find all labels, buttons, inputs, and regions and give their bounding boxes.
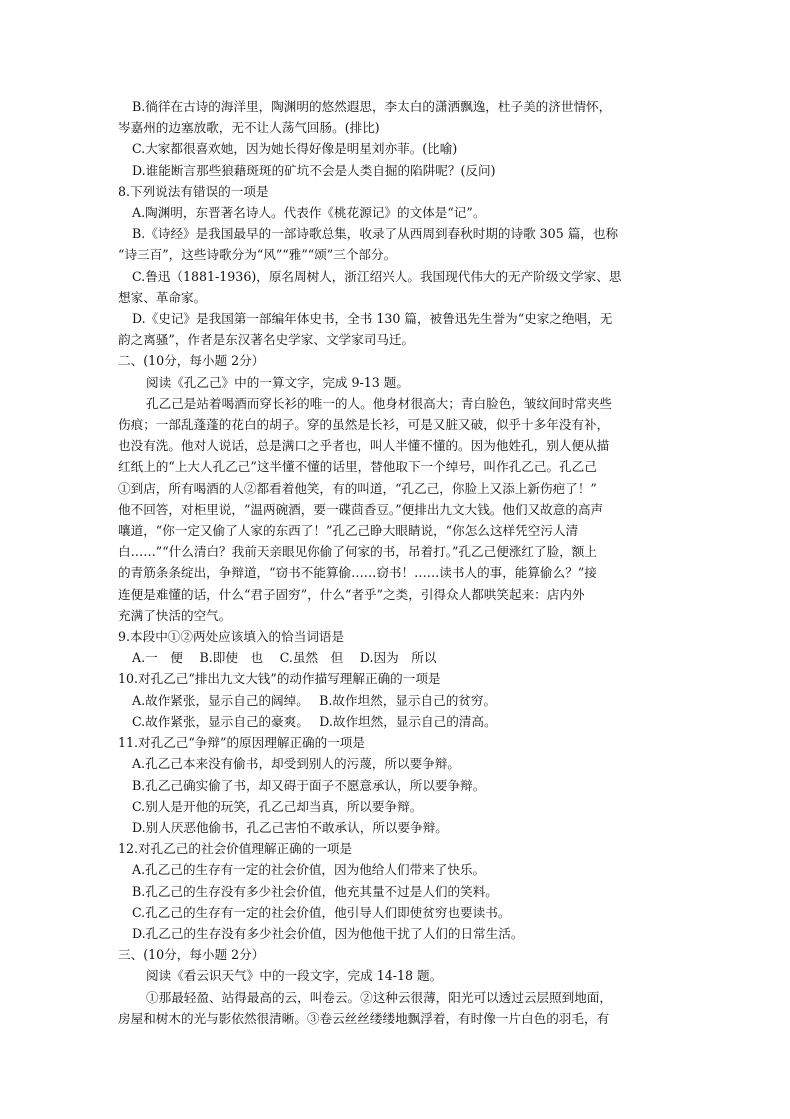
text-line: 11.对孔乙己“争辩”的原因理解正确的一项是 xyxy=(118,735,365,751)
text-line: 充满了快活的空气。 xyxy=(118,607,232,623)
text-line: B.孔乙己确实偷了书，却又碍于面子不愿意承认，所以要争辩。 xyxy=(132,777,486,793)
text-line: 韵之离骚”，作者是东汉著名史学家、文学家司马迁。 xyxy=(118,332,415,348)
text-line: C.故作紧张，显示自己的豪爽。 D.故作坦然，显示自己的清高。 xyxy=(132,713,497,729)
text-line: 8.下列说法有错误的一项是 xyxy=(118,183,269,199)
text-line: C.鲁迅（1881-1936)，原名周树人，浙江绍兴人。我国现代伟大的无产阶级文学家、思 xyxy=(132,268,622,284)
text-line: 阅读《孔乙己》中的一算文字，完成 9-13 题。 xyxy=(146,374,409,390)
text-line: 9.本段中①②两处应该填入的恰当词语是 xyxy=(118,629,345,645)
text-line: A.故作紧张，显示自己的阔绰。 B.故作坦然，显示自己的贫穷。 xyxy=(132,692,497,708)
text-line: A.孔乙己的生存有一定的社会价值，因为他给人们带来了快乐。 xyxy=(132,862,486,878)
text-line: D.谁能断言那些狼藉斑斑的矿坑不会是人类自掘的陷阱呢？(反问) xyxy=(132,162,496,178)
text-line: B.《诗经》是我国最早的一部诗歌总集，收录了从西周到春秋时期的诗歌 305 篇，也称 xyxy=(132,226,619,242)
text-line: 红纸上的“上大人孔乙己”这半懂不懂的话里，替他取下一个绰号，叫作孔乙己。孔乙己 xyxy=(118,459,597,475)
text-line: 二、(10分，每小题 2分） xyxy=(118,353,265,369)
text-line: 10.对孔乙己“排出九文大钱”的动作描写理解正确的一项是 xyxy=(118,671,441,687)
text-line: B.孔乙己的生存没有多少社会价值，他充其量不过是人们的笑料。 xyxy=(132,883,498,899)
text-line: 12.对孔乙己的社会价值理解正确的一项是 xyxy=(118,841,353,857)
text-line: 也没有洗。他对人说话，总是满口之乎者也，叫人半懂不懂的。因为他姓孔，别人便从描 xyxy=(118,438,610,454)
text-line: 白……”“什么清白？我前天亲眼见你偷了何家的书，吊着打。”孔乙己便涨红了脸，额上 xyxy=(118,544,597,560)
text-line: A.陶渊明，东晋著名诗人。代表作《桃花源记》的文体是“记”。 xyxy=(132,205,486,221)
text-line: D.别人厌恶他偷书，孔乙己害怕不敢承认，所以要争辩。 xyxy=(132,819,448,835)
text-line: ①那最轻盈、站得最高的云，叫卷云。②这种云很薄，阳光可以透过云层照到地面， xyxy=(146,989,612,1005)
text-line: A.孔乙己本来没有偷书，却受到别人的污蔑，所以要争辩。 xyxy=(132,756,460,772)
text-line: 伤痕；一部乱蓬蓬的花白的胡子。穿的虽然是长衫，可是又脏又破，似乎十多年没有补， xyxy=(118,417,610,433)
text-line: C.孔乙己的生存有一定的社会价值，他引导人们即使贫穷也要读书。 xyxy=(132,904,511,920)
text-line: C.大家都很喜欢她，因为她长得好像是明星刘亦菲。(比喻) xyxy=(132,141,458,157)
text-line: 阅读《看云识天气》中的一段文字，完成 14-18 题。 xyxy=(146,968,443,984)
text-line: D.《史记》是我国第一部编年体史书，全书 130 篇，被鲁迅先生誉为“史家之绝唱，无 xyxy=(132,311,613,327)
text-line: 房屋和树木的光与影依然很清晰。③卷云丝丝缕缕地飘浮着，有时像一片白色的羽毛，有 xyxy=(118,1010,610,1026)
document-body xyxy=(118,96,674,1029)
text-line: “诗三百”，这些诗歌分为“风”“雅”“颂”三个部分。 xyxy=(118,247,397,263)
text-line: B.徜徉在古诗的海洋里，陶渊明的悠然遐思，李太白的潇洒飘逸，杜子美的济世情怀， xyxy=(132,99,612,114)
text-line: 嚷道，“你一定又偷了人家的东西了！”孔乙己睁大眼睛说，“你怎么这样凭空污人清 xyxy=(118,523,579,539)
text-line: 孔乙己是站着喝酒而穿长衫的唯一的人。他身材很高大；青白脸色，皱纹间时常夹些 xyxy=(146,395,612,411)
text-line: 的青筋条条绽出，争辩道，“窃书不能算偷……窃书！……读书人的事，能算偷么？”接 xyxy=(118,565,597,581)
text-line: 连便是难懂的话，什么“君子固穷”，什么“者乎”之类，引得众人都哄笑起来：店内外 xyxy=(118,586,585,602)
text-line: 三、(10分，每小题 2分） xyxy=(118,947,265,963)
text-line: 他不回答，对柜里说，“温两碗酒，要一碟茴香豆。”便排出九文大钱。他们又故意的高声 xyxy=(118,501,604,517)
text-line: 岑嘉州的边塞放歌，无不让人荡气回肠。(排比) xyxy=(118,120,380,136)
text-line: ①到店，所有喝酒的人②都看着他笑，有的叫道，“孔乙己，你脸上又添上新伤疤了！” xyxy=(118,480,597,496)
text-line: C.别人是开他的玩笑，孔乙己却当真，所以要争辩。 xyxy=(132,798,423,814)
text-line: D.孔乙己的生存没有多少社会价值，因为他他干扰了人们的日常生活。 xyxy=(132,925,524,941)
text-line: 想家、革命家。 xyxy=(118,289,207,305)
text-line: A.一 便 B.即使 也 C.虽然 但 D.因为 所以 xyxy=(132,650,437,666)
